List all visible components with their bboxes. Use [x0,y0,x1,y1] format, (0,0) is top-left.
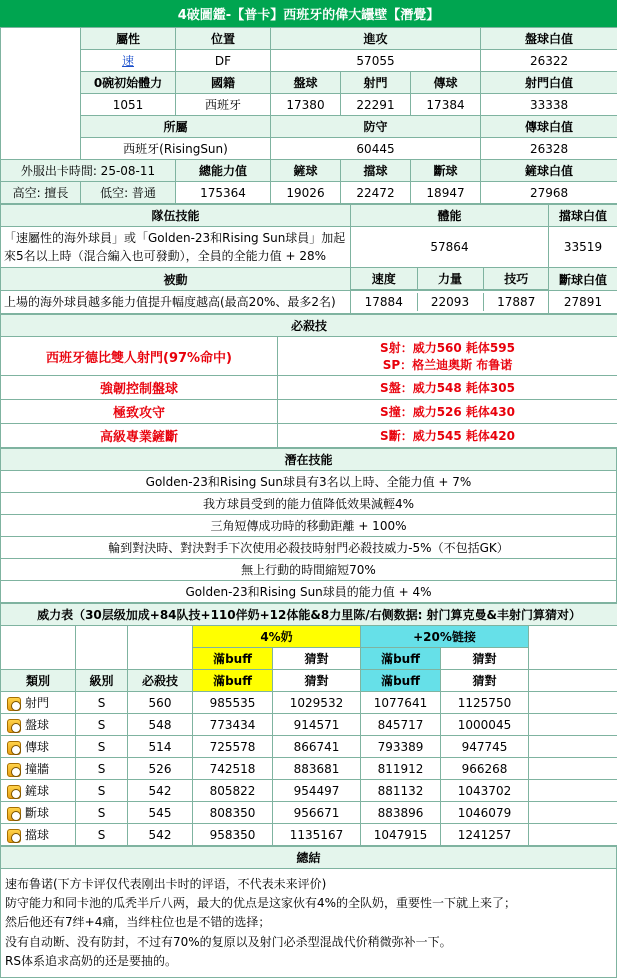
value-high-ball: 高空: 擅長 [1,182,81,204]
table-row [1,824,617,846]
col-header-guess-1b: 猜對 [273,670,361,692]
value-dribble-white: 26322 [481,50,617,72]
row-buff1-0: 985535 [193,692,273,714]
col-header-skill: 必殺技 [128,670,193,692]
label-pass-white: 傳球白值 [481,116,617,138]
table-row [1,714,617,736]
table-row [1,736,617,758]
label-attribute: 屬性 [81,28,176,50]
table-row [1,692,617,714]
row-guess1-3: 883681 [273,758,361,780]
row-guess2-3: 966268 [441,758,529,780]
label-nationality: 國籍 [176,72,271,94]
row-grade-5: S [76,802,128,824]
value-block: 22472 [341,182,411,204]
category-icon [7,829,21,843]
col-header-category: 類別 [1,670,76,692]
special-skill-detail-2 [278,400,617,424]
value-shoot: 22291 [341,94,411,116]
latent-item-4: 無上行動的時間縮短70% [1,559,617,581]
row-category-4 [1,780,76,802]
special-skill-detail-0 [278,337,617,376]
power-empty-cell-e [529,670,617,692]
special-skills-header: 必殺技 [1,315,617,337]
label-shoot: 射門 [341,72,411,94]
summary-line-4: RS体系追求高奶的还是要抽的。 [5,952,612,971]
special-skill-name-3 [1,424,278,448]
row-category-0 [1,692,76,714]
label-belong: 所屬 [81,116,271,138]
row-power-1: 548 [128,714,193,736]
row-grade-3: S [76,758,128,780]
row-category-1 [1,714,76,736]
col-header-fullbuff-2b: 滿buff [361,670,441,692]
value-nationality: 西班牙 [176,94,271,116]
value-tackle: 19026 [271,182,341,204]
category-icon [7,807,21,821]
power-table [0,603,617,846]
row-buff1-6: 958350 [193,824,273,846]
table-row [1,758,617,780]
row-buff2-2: 793389 [361,736,441,758]
special-skill-name-0 [1,337,278,376]
row-grade-4: S [76,780,128,802]
row-guess2-2: 947745 [441,736,529,758]
group-header-milk: 4%奶 [193,626,361,648]
row-grade-6: S [76,824,128,846]
value-shoot-white: 33338 [481,94,617,116]
row-buff1-2: 725578 [193,736,273,758]
row-buff2-5: 883896 [361,802,441,824]
row-buff2-3: 811912 [361,758,441,780]
team-skill-text: 「速屬性的海外球員」或「Golden-23和Rising Sun球員」加起來5名以上時（混合編入也可發動），全員的全能力值 + 28% [1,227,351,268]
category-icon [7,719,21,733]
row-buff2-4: 881132 [361,780,441,802]
summary-line-1: 防守能力和同卡池的瓜秃半斤八两，最大的优点是这家伙有4%的全队奶，重要性一下就上来了； [5,894,612,913]
label-steal: 斷球 [411,160,481,182]
row-category-label-6: 擋球 [25,828,49,842]
row-power-4: 542 [128,780,193,802]
passive-subheader-cell [351,268,549,291]
skill-detail-0b: SP：格兰迪奥斯 布鲁诺 [281,356,614,373]
row-guess2-6: 1241257 [441,824,529,846]
row-pad-5 [529,802,617,824]
value-total: 175364 [176,182,271,204]
label-release-date: 外服出卡時間: 25-08-11 [1,160,176,182]
row-pad-0 [529,692,617,714]
special-skill-detail-3 [278,424,617,448]
label-steal-white: 斷球白值 [549,268,617,291]
special-skill-name-1 [1,376,278,400]
col-header-fullbuff-1: 滿buff [193,648,273,670]
latent-item-1: 我方球員受到的能力值降低效果減輕4% [1,493,617,515]
passive-values-cell [351,291,549,314]
row-category-2 [1,736,76,758]
card-artwork-cell [1,28,81,160]
passive-text: 上場的海外球員越多能力值提升幅度越高(最高20%、最多2名) [1,291,351,314]
skill-label-0: 西班牙德比雙人射門(97%命中) [46,351,232,366]
skill-detail-1: S盤：威力548 耗体305 [380,381,515,395]
label-power: 力量 [417,268,483,290]
value-tackle-white: 27968 [481,182,617,204]
value-pass-white: 26328 [481,138,617,160]
team-skill-table [0,204,617,314]
special-skills-table [0,314,617,448]
row-buff1-1: 773434 [193,714,273,736]
row-category-6 [1,824,76,846]
row-category-label-2: 傳球 [25,740,49,754]
value-dribble: 17380 [271,94,341,116]
row-guess1-4: 954497 [273,780,361,802]
label-tackle-white: 鏟球白值 [481,160,617,182]
skill-detail-0: S射：威力560 耗体595 [281,339,614,356]
label-position: 位置 [176,28,271,50]
col-header-guess-1: 猜對 [273,648,361,670]
summary-line-0: 速布鲁诺(下方卡评仅代表刚出卡时的评语，不代表未来评价) [5,875,612,894]
value-technique: 17887 [483,293,549,311]
power-empty-cell-a [1,626,76,670]
col-header-fullbuff-1b: 滿buff [193,670,273,692]
row-guess1-1: 914571 [273,714,361,736]
row-pad-4 [529,780,617,802]
label-total: 總能力值 [176,160,271,182]
row-buff1-4: 805822 [193,780,273,802]
group-header-link: +20%链接 [361,626,529,648]
col-header-grade: 級別 [76,670,128,692]
row-pad-1 [529,714,617,736]
skill-label-3: 高級專業鏟斷 [100,430,178,445]
row-category-label-1: 盤球 [25,718,49,732]
physical-header: 體能 [351,205,549,227]
category-icon [7,741,21,755]
row-category-label-3: 撞牆 [25,762,49,776]
latent-item-0: Golden-23和Rising Sun球員有3名以上時、全能力值 + 7% [1,471,617,493]
value-position: DF [176,50,271,72]
row-grade-1: S [76,714,128,736]
value-steal-white: 27891 [549,291,617,314]
label-block: 擋球 [341,160,411,182]
passive-header: 被動 [1,268,351,291]
value-steal: 18947 [411,182,481,204]
table-row [1,802,617,824]
page-title: 4破圖鑑-【普卡】西班牙的偉大罎壁【潛覺】 [0,0,617,27]
row-guess1-6: 1135167 [273,824,361,846]
category-icon [7,763,21,777]
summary-header: 總結 [1,847,617,869]
col-header-fullbuff-2: 滿buff [361,648,441,670]
col-header-guess-2b: 猜對 [441,670,529,692]
row-category-3 [1,758,76,780]
attribute-link[interactable]: 速 [122,54,134,68]
summary-line-2: 然后他还有7绊+4痛，当绊柱位也是不错的选择； [5,913,612,932]
value-offense: 57055 [271,50,481,72]
col-header-guess-2: 猜對 [441,648,529,670]
value-stamina: 1051 [81,94,176,116]
row-power-0: 560 [128,692,193,714]
summary-body [1,869,617,978]
value-defense: 60445 [271,138,481,160]
row-buff1-3: 742518 [193,758,273,780]
row-buff1-5: 808350 [193,802,273,824]
skill-label-1: 強韌控制盤球 [100,382,178,397]
row-category-label-5: 斷球 [25,806,49,820]
row-pad-2 [529,736,617,758]
latent-item-3: 輪到對決時、對決對手下次使用必殺技時射門必殺技威力-5%（不包括GK） [1,537,617,559]
power-empty-cell-b [76,626,128,670]
row-power-3: 526 [128,758,193,780]
label-offense: 進攻 [271,28,481,50]
value-belong: 西班牙(RisingSun) [81,138,271,160]
row-pad-6 [529,824,617,846]
power-empty-cell-d [529,626,617,670]
label-stamina: 0碗初始體力 [81,72,176,94]
power-table-header: 威力表（30层级加成+84队技+110伴奶+12体能&8力里陈/右侧数据: 射门算克曼&丰射门算猜对） [1,604,617,626]
row-category-label-0: 射門 [25,696,49,710]
row-power-6: 542 [128,824,193,846]
row-buff2-0: 1077641 [361,692,441,714]
row-buff2-6: 1047915 [361,824,441,846]
block-white-header: 擋球白值 [549,205,617,227]
category-icon [7,785,21,799]
row-power-2: 514 [128,736,193,758]
physical-value: 57864 [351,227,549,268]
label-shoot-white: 射門白值 [481,72,617,94]
row-pad-3 [529,758,617,780]
skill-detail-3: S斷：威力545 耗体420 [380,429,515,443]
latent-skills-header: 潛在技能 [1,449,617,471]
value-power: 22093 [417,293,483,311]
row-buff2-1: 845717 [361,714,441,736]
value-low-ball: 低空: 普通 [81,182,176,204]
row-grade-0: S [76,692,128,714]
latent-item-5: Golden-23和Rising Sun球員的能力值 + 4% [1,581,617,603]
power-empty-cell-c [128,626,193,670]
label-defense: 防守 [271,116,481,138]
row-guess2-5: 1046079 [441,802,529,824]
row-category-label-4: 鏟球 [25,784,49,798]
block-white-value: 33519 [549,227,617,268]
label-pass: 傳球 [411,72,481,94]
special-skill-detail-1 [278,376,617,400]
row-guess1-2: 866741 [273,736,361,758]
category-icon [7,697,21,711]
skill-label-2: 極致攻守 [113,406,165,421]
latent-skills-table [0,448,617,603]
team-skill-header: 隊伍技能 [1,205,351,227]
row-power-5: 545 [128,802,193,824]
attributes-table [0,27,617,204]
summary-line-3: 没有自动断、没有防封，不过有70%的复原以及射门必杀型混战代价稍微弥补一下。 [5,933,612,952]
row-guess2-4: 1043702 [441,780,529,802]
row-guess1-0: 1029532 [273,692,361,714]
special-skill-name-2 [1,400,278,424]
row-guess2-1: 1000045 [441,714,529,736]
row-category-5 [1,802,76,824]
label-dribble-white: 盤球白值 [481,28,617,50]
skill-detail-2: S撞：威力526 耗体430 [380,405,515,419]
label-dribble: 盤球 [271,72,341,94]
value-speed: 17884 [351,293,417,311]
summary-table [0,846,617,978]
latent-item-2: 三角短傳成功時的移動距離 + 100% [1,515,617,537]
row-guess1-5: 956671 [273,802,361,824]
table-row [1,780,617,802]
value-pass: 17384 [411,94,481,116]
label-speed: 速度 [351,268,417,290]
label-technique: 技巧 [483,268,549,290]
value-attribute [81,50,176,72]
row-grade-2: S [76,736,128,758]
label-tackle: 鏟球 [271,160,341,182]
row-guess2-0: 1125750 [441,692,529,714]
